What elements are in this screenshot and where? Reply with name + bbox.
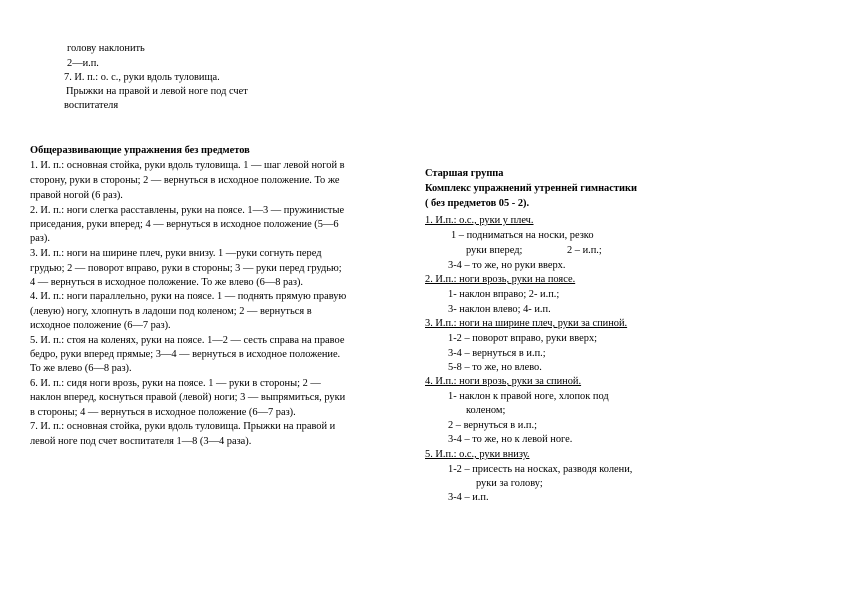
- exercise-1-heading: 1. И.п.: о.с., руки у плеч.: [425, 215, 534, 226]
- left-line: раз).: [30, 233, 50, 244]
- exercise-4-line: 3-4 – то же, но к левой ноге.: [448, 434, 573, 445]
- left-line: 2. И. п.: ноги слегка расставлены, руки на поясе. 1—3 — пружинистые: [30, 205, 345, 216]
- left-line: 6. И. п.: сидя ноги врозь, руки на поясе. 1 — руки в стороны; 2 —: [30, 378, 321, 389]
- exercise-4-line: 2 – вернуться в и.п.;: [448, 420, 537, 431]
- exercise-3-line: 5-8 – то же, но влево.: [448, 362, 542, 373]
- exercise-3-line: 3-4 – вернуться в и.п.;: [448, 348, 546, 359]
- exercise-5-line: 3-4 – и.п.: [448, 492, 489, 503]
- left-line: сторону, руки в стороны; 2 — вернуться в исходное положение. То же: [30, 175, 340, 186]
- exercise-4-line: 1- наклон к правой ноге, хлопок под: [448, 391, 609, 402]
- exercise-3-line: 1-2 – поворот вправо, руки вверх;: [448, 333, 598, 344]
- exercise-2-line: 1- наклон вправо; 2- и.п.;: [448, 289, 560, 300]
- left-line: исходное положение (6—7 раз).: [30, 320, 171, 331]
- exercise-1-line: 2 – и.п.;: [567, 245, 602, 256]
- exercise-1-line: 3-4 – то же, но руки вверх.: [448, 260, 566, 271]
- exercise-2-line: 3- наклон влево; 4- и.п.: [448, 304, 551, 315]
- left-line: (левую) ногу, хлопнуть в ладоши под коленом; 2 — вернуться в: [30, 306, 312, 317]
- complex-title: Комплекс упражнений утренней гимнастики: [425, 183, 637, 194]
- left-line: левой ноге под счет воспитателя 1—8 (3—4 раза).: [30, 436, 252, 447]
- complex-subtitle: ( без предметов 05 - 2).: [425, 198, 530, 209]
- exercise-4-heading: 4. И.п.: ноги врозь, руки за спиной.: [425, 376, 582, 387]
- exercise-1-line: руки вперед;: [466, 245, 523, 256]
- left-line: грудью; 2 — поворот вправо, руки в стороны; 3 — руки перед грудью;: [30, 263, 342, 274]
- left-line: 5. И. п.: стоя на коленях, руки на поясе. 1—2 — сесть справа на правое: [30, 335, 345, 346]
- exercise-4-line: коленом;: [466, 405, 506, 416]
- group-name: Старшая группа: [425, 168, 504, 179]
- exercise-5-heading: 5. И.п.: о.с., руки внизу.: [425, 449, 530, 460]
- left-line: 1. И. п.: основная стойка, руки вдоль туловища. 1 — шаг левой ногой в: [30, 160, 345, 171]
- left-line: 7. И. п.: основная стойка, руки вдоль туловища. Прыжки на правой и: [30, 421, 336, 432]
- left-line: приседания, руки вперед; 4 — вернуться в исходное положение (5—6: [30, 219, 339, 230]
- exercise-5-line: руки за голову;: [476, 478, 543, 489]
- left-heading: Общеразвивающие упражнения без предметов: [30, 145, 250, 156]
- left-line: 4 — вернуться в исходное положение. То же влево (6—8 раз).: [30, 277, 304, 288]
- left-line: 4. И. п.: ноги параллельно, руки на поясе. 1 — поднять прямую правую: [30, 291, 347, 302]
- left-line: То же влево (6—8 раз).: [30, 363, 132, 374]
- left-line: 3. И. п.: ноги на ширине плеч, руки внизу. 1 —руки согнуть перед: [30, 248, 322, 259]
- left-line: правой ногой (6 раз).: [30, 190, 123, 201]
- left-line: в стороны; 4 — вернуться в исходное положение (6—7 раз).: [30, 407, 296, 418]
- top-line-4: Прыжки на правой и левой ноге под счет: [66, 86, 248, 97]
- left-line: наклон вперед, коснуться правой (левой) ноги; 3 — выпрямиться, руки: [30, 392, 346, 403]
- exercise-3-heading: 3. И.п.: ноги на ширине плеч, руки за спиной.: [425, 318, 628, 329]
- exercise-5-line: 1-2 – присесть на носках, разводя колени,: [448, 464, 633, 475]
- top-line-2: 2—и.п.: [67, 58, 99, 69]
- exercise-2-heading: 2. И.п.: ноги врозь, руки на поясе.: [425, 274, 576, 285]
- top-line-1: голову наклонить: [67, 43, 145, 54]
- top-line-3: 7. И. п.: о. с., руки вдоль туловища.: [64, 72, 220, 83]
- left-line: бедро, руки вперед прямые; 3—4 — вернуться в исходное положение.: [30, 349, 341, 360]
- exercise-1-line: 1 – подниматься на носки, резко: [451, 230, 594, 241]
- top-line-5: воспитателя: [64, 100, 119, 111]
